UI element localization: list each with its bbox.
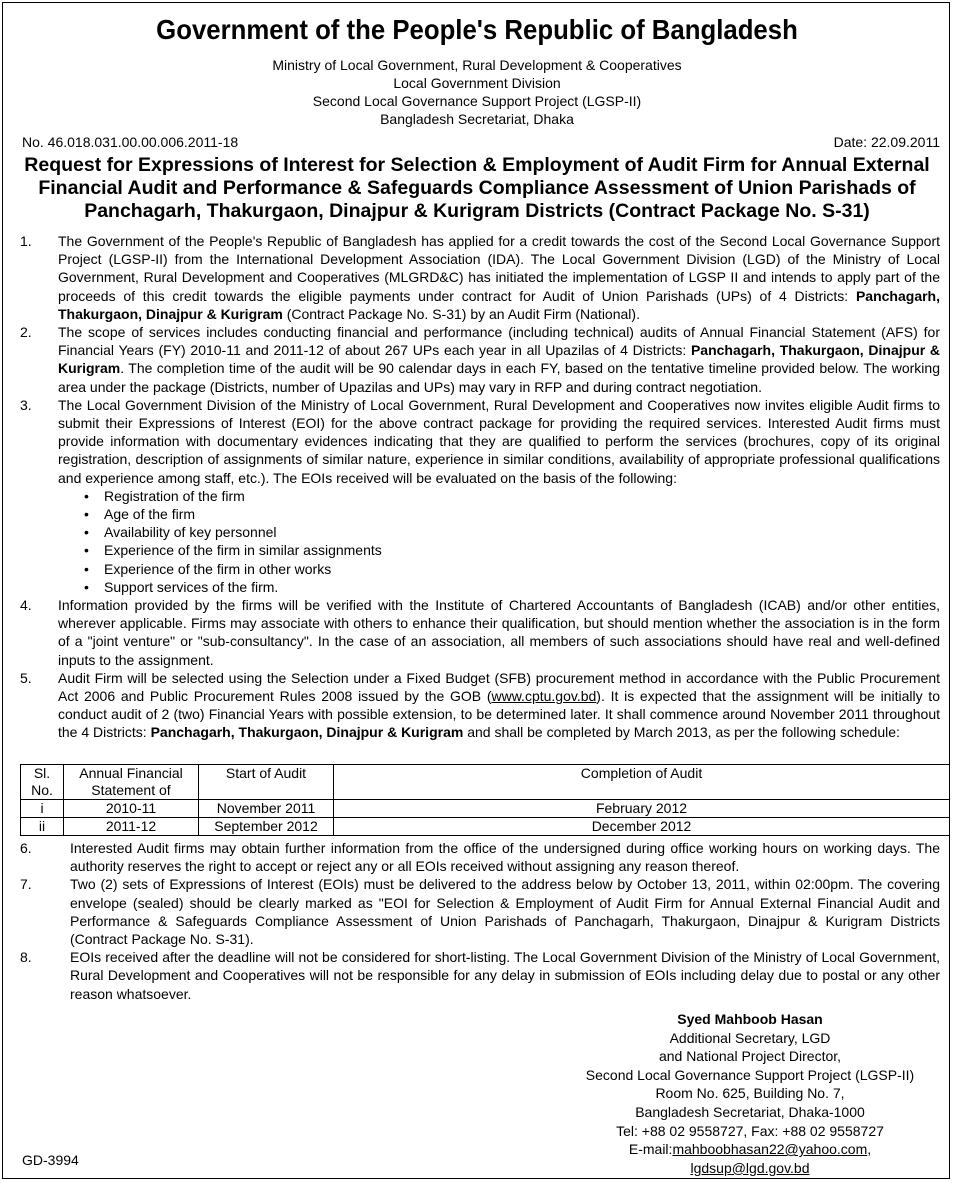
clause-text: The scope of services includes conducting financial and performance (including technical) audits of Annual Financial Statement (AFS) for Financial Years (FY) 2010-11 and 2011-12 of about 267 UPs each year in all Upazilas of 4 Districts: Panchagarh, Thakurgaon, Dinajpur & Kurigram. The completion time of the audit will be 90 calendar days in each FY, based on the tentative timeline provided below. The working area under the package (Districts, number of Upazilas and UPs) may vary in RFP and during contract negotiation. <box>58 324 941 395</box>
table-cell: ii <box>21 818 64 836</box>
signatory-name: Syed Mahboob Hasan <box>677 1011 823 1027</box>
column-header: Sl. No. <box>21 765 64 800</box>
footer-code: GD-3994 <box>22 1152 79 1168</box>
signatory-project: Second Local Governance Support Project (LGSP-II) <box>585 1066 915 1083</box>
clause-text: The Government of the People's Republic of Bangladesh has applied for a credit towards the cost of the Second Local Governance Support Project (LGSP-II) from the International Development Association (IDA). The Local Government Division (LGD) of the Ministry of Local Government, Rural Development and Cooperatives (MLGRD&C) has initiated the implementation of LGSP II and intends to apply part of the proceeds of this credit towards the eligible payments under contract for Audit of Union Parishads (UPs) of 4 Districts: Panchagarh, Thakurgaon, Dinajpur & Kurigram (Contract Package No. S-31) by an Audit Firm (National). <box>58 233 940 322</box>
clause-number: 4. <box>20 597 32 614</box>
bullet-icon: • <box>84 524 89 541</box>
table-header-row <box>21 765 950 800</box>
reference-number: No. 46.018.031.00.00.006.2011-18 <box>22 134 239 150</box>
clause-number: 8. <box>20 949 32 966</box>
list-item: • Experience of the firm in other works <box>84 560 332 577</box>
list-item: • Experience of the firm in similar assignments <box>84 542 382 559</box>
table-cell: 2010-11 <box>64 800 199 818</box>
clause-4 <box>20 596 940 669</box>
signatory-title: Additional Secretary, LGD <box>669 1029 831 1046</box>
signatory-role: and National Project Director, <box>658 1048 842 1065</box>
clause-7 <box>20 875 940 948</box>
bullet-icon: • <box>84 560 89 577</box>
signatory-email-line: E-mail:mahboobhasan22@yahoo.com, <box>628 1141 872 1158</box>
bullet-icon: • <box>84 506 89 523</box>
clause-3 <box>20 396 940 596</box>
clause-text: Audit Firm will be selected using the Selection under a Fixed Budget (SFB) procurement method in accordance with the Public Procurement Act 2006 and Public Procurement Rules 2008 issued by the GOB (www.cptu.gov.bd). It is expected that the assignment will be initially to conduct audit of 2 (two) Financial Years with possible extension, to be determined later. It shall commence around November 2011 throughout the 4 Districts: Panchagarh, Thakurgaon, Dinajpur & Kurigram and shall be completed by March 2013, as per the following schedule: <box>58 669 940 741</box>
clause-8 <box>20 948 940 1003</box>
table-row <box>21 818 950 836</box>
table-row <box>21 800 950 818</box>
column-header: Start of Audit <box>199 765 334 800</box>
bullet-icon: • <box>84 578 89 595</box>
clause-number: 6. <box>20 840 32 856</box>
clause-text: EOIs received after the deadline will not be considered for short-listing. The Local Government Division of the Ministry of Local Government, Rural Development and Cooperatives will not be responsible for any delay in submission of EOIs including delay due to postal or any other reason whatsoever. <box>70 949 940 1002</box>
table-cell: 2011-12 <box>64 818 199 836</box>
clause-6 <box>20 839 940 875</box>
signatory-address: Bangladesh Secretariat, Dhaka-1000 <box>635 1103 865 1120</box>
cptu-link[interactable]: www.cptu.gov.bd <box>491 688 597 705</box>
clause-number: 1. <box>20 233 32 249</box>
table-cell: November 2011 <box>199 800 334 818</box>
clause-number: 7. <box>20 876 32 893</box>
table-cell: December 2012 <box>334 818 950 836</box>
column-header: Annual Financial Statement of <box>64 765 199 800</box>
project-line: Second Local Governance Support Project (LGSP-II) <box>312 93 642 109</box>
list-item: • Age of the firm <box>84 506 196 523</box>
clause-number: 3. <box>20 396 32 413</box>
clause-2 <box>20 323 940 396</box>
notice-heading: Request for Expressions of Interest for Selection & Employment of Audit Firm for Annual External Financial Audit and Performance & Safeguards Compliance Assessment of Union Parishads of Panchagarh, Thakurgaon, Dinajpur & Kurigram Districts (Contract Package No. S-31) <box>24 154 930 222</box>
email-link-1[interactable]: mahboobhasan22@yahoo.com <box>672 1141 868 1158</box>
list-item: • Support services of the firm. <box>84 578 279 595</box>
signatory-room: Room No. 625, Building No. 7, <box>655 1085 845 1102</box>
signatory-phone: Tel: +88 02 9558727, Fax: +88 02 9558727 <box>616 1122 884 1139</box>
address-line: Bangladesh Secretariat, Dhaka <box>380 111 574 127</box>
list-item: • Registration of the firm <box>84 487 245 504</box>
column-header: Completion of Audit <box>334 765 950 800</box>
clause-text: Information provided by the firms will be verified with the Institute of Chartered Accountants of Bangladesh (ICAB) and/or other entities, wherever applicable. Firms may associate with others to enhance their qualification, but should mention whether the association is in the form of a "joint venture" or "sub-consultancy". In the case of an association, all members of such associations should have real and well-defined inputs to the assignment. <box>58 597 940 668</box>
signature-block <box>560 1010 940 1177</box>
clause-text: The Local Government Division of the Ministry of Local Government, Rural Development and Cooperatives now invites eligible Audit firms to submit their Expressions of Interest (EOI) for the above contract package for providing the required services. Interested Audit firms must provide information with documentary evidences indicating that they are qualified to perform the services (brochures, copy of its original registration, description of assignments of similar nature, experience in similar conditions, availability of appropriate professional qualifications and experience among staff, etc.). The EOIs received will be evaluated on the basis of the following: • Registration of the firm • Age of the firm • Availability of key personnel • Experience of the firm in similar assignments • Experience of the firm in other works • Support services of the firm. <box>58 396 940 595</box>
clauses-6-8 <box>20 839 940 1003</box>
clause-number: 5. <box>20 669 32 686</box>
clause-text: Two (2) sets of Expressions of Interest (EOIs) must be delivered to the address below by October 13, 2011, within 02:00pm. The covering envelope (sealed) should be clearly marked as "EOI for Selection & Employment of Audit Firm for Annual External Financial Audit and Performance & Safeguards Compliance Assessment of Union Parishads of Panchagarh, Thakurgaon, Dinajpur & Kurigram Districts (Contract Package No. S-31). <box>70 876 940 948</box>
clause-5 <box>20 669 940 742</box>
notice-date: Date: 22.09.2011 <box>833 134 940 150</box>
division-line: Local Government Division <box>393 75 561 91</box>
email-link-2[interactable]: lgdsup@lgd.gov.bd <box>690 1159 810 1176</box>
clauses-1-5 <box>20 232 940 742</box>
page-title: Government of the People's Republic of Bangladesh <box>156 14 798 45</box>
table-cell: September 2012 <box>199 818 334 836</box>
clause-number: 2. <box>20 324 32 341</box>
bullet-icon: • <box>84 542 89 559</box>
bullet-icon: • <box>84 487 89 504</box>
clause-text: Interested Audit firms may obtain further information from the office of the undersigned during office working hours on working days. The authority reserves the right to accept or reject any or all EOIs received without assigning any reason thereof. <box>70 840 940 875</box>
audit-schedule-table <box>20 764 950 836</box>
evaluation-criteria-list <box>58 487 940 596</box>
list-item: • Availability of key personnel <box>84 524 277 541</box>
table-cell: February 2012 <box>334 800 950 818</box>
table-cell: i <box>21 800 64 818</box>
signatory-email-line-2 <box>560 1159 940 1178</box>
clause-1 <box>20 232 940 323</box>
ministry-line: Ministry of Local Government, Rural Development & Cooperatives <box>272 57 682 73</box>
